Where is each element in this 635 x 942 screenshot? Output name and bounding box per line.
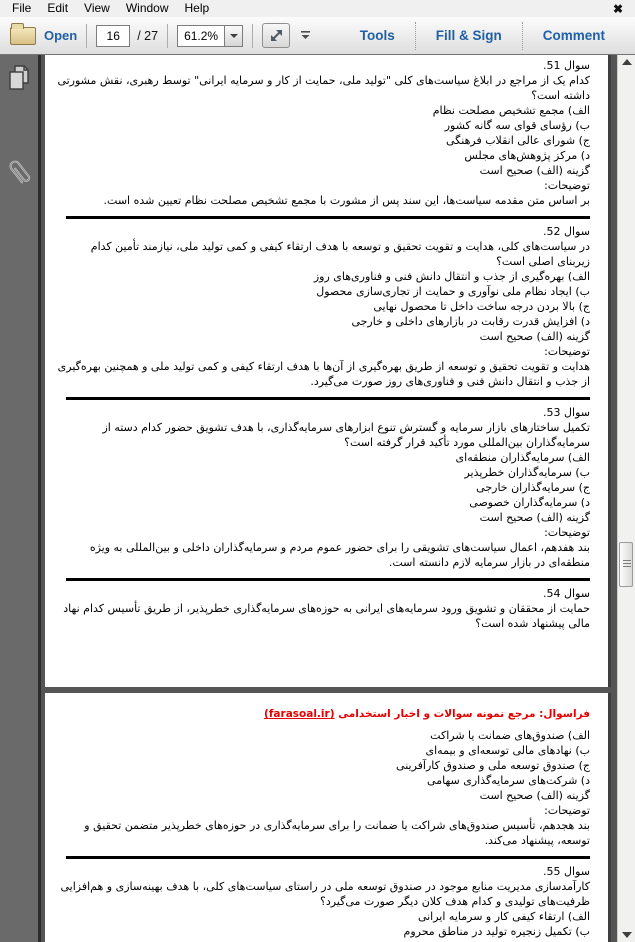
- menu-edit[interactable]: Edit: [47, 1, 69, 15]
- document-text-line: منطقه‌ای در بازار سرمایه لازم دانسته است.: [388, 556, 590, 569]
- main-area: [0, 55, 635, 942]
- watermark-label: فراسوال: مرجع نمونه سوالات و اخبار استخدامی: [334, 708, 590, 720]
- document-text-line: گزینه (الف) صحیح است: [479, 330, 590, 343]
- document-text-line: توسعه، پیشنهاد می‌کند.: [484, 834, 590, 847]
- resize-fit-button[interactable]: [262, 23, 290, 48]
- document-text-line: بر اساس متن مقدمه سیاست‌ها، این سند پس از مشورت با مجمع تشخیص مصلحت نظام تعیین شده است.: [103, 194, 590, 207]
- document-text-line: د) افزایش قدرت رقابت در بازارهای داخلی و خارجی: [351, 315, 590, 328]
- question-number: سوال 53.: [543, 406, 590, 419]
- document-text-line: گزینه (الف) صحیح است: [479, 789, 590, 802]
- document-canvas: [41, 55, 617, 942]
- document-text-line: ب) سرمایه‌گذاران خطرپذیر: [464, 466, 590, 479]
- document-text-line: تکمیل ساختارهای بازار سرمایه و گسترش تنوع ابزارهای سرمایه‌گذاری، با هدف تشویق حضور کدام دسته از: [102, 421, 590, 434]
- question-number: سوال 51.: [543, 59, 590, 72]
- pdf-page-17: [45, 693, 608, 942]
- document-text-line: کارآمدسازی مدیریت منابع موجود در صندوق توسعه ملی در راستای سیاست‌های کلی، با هدف بهینه‌سازی و هم‌افزایی: [60, 880, 590, 893]
- document-text-line: مالی پیشنهاد شده است؟: [475, 617, 590, 630]
- document-text-line: الف) صندوق‌های ضمانت یا شراکت: [430, 729, 590, 742]
- document-text-line: کدام یک از مراجع در ابلاغ سیاست‌های کلی "تولید ملی، حمایت از کار و سرمایه ایرانی" توسط رهبری، نقش مشورتی: [57, 74, 590, 87]
- scrollbar-thumb[interactable]: [619, 542, 633, 587]
- question-separator: [66, 578, 590, 581]
- open-folder-icon[interactable]: [10, 27, 36, 45]
- question-number: سوال 52.: [543, 225, 590, 238]
- question-number: سوال 55.: [543, 865, 590, 878]
- document-text-line: ج) شورای عالی انقلاب فرهنگی: [446, 134, 590, 147]
- menu-help[interactable]: Help: [184, 1, 210, 15]
- document-text-line: الف) ارتقاء کیفی کار و سرمایه ایرانی: [417, 910, 590, 923]
- zoom-level-input[interactable]: 61.2%: [177, 25, 225, 47]
- attachments-paperclip-icon[interactable]: [7, 153, 31, 196]
- vertical-scrollbar[interactable]: [617, 55, 635, 942]
- document-text-line: ظرفیت‌های تولیدی و کدام هدف کلان دیگر صورت می‌گیرد؟: [320, 895, 590, 908]
- document-text-line: بند هفدهم، اعمال سیاست‌های تشویقی را برای حضور عموم مردم و سرمایه‌گذاران داخلی و بین‌المللی به ویژه: [89, 541, 590, 554]
- document-text-line: توضیحات:: [544, 804, 590, 817]
- page-thumbnails-icon[interactable]: [7, 64, 31, 97]
- tools-button[interactable]: Tools: [359, 28, 395, 43]
- document-text-line: د) شرکت‌های سرمایه‌گذاری سهامی: [427, 774, 590, 787]
- question-number: سوال 54.: [543, 587, 590, 600]
- document-text-line: الف) بهره‌گیری از جذب و انتقال دانش فنی و فناوری‌های روز: [313, 270, 590, 283]
- document-text-line: توضیحات:: [544, 345, 590, 358]
- document-text-line: د) سرمایه‌گذاران خصوصی: [469, 496, 590, 509]
- fill-sign-button[interactable]: Fill & Sign: [435, 28, 502, 43]
- open-button[interactable]: Open: [44, 28, 78, 43]
- document-text-line: ج) سرمایه‌گذاران خارجی: [476, 481, 590, 494]
- document-text-line: سرمایه‌گذاران بین‌المللی مورد تأکید قرار گرفته است؟: [344, 436, 590, 449]
- zoom-control: [177, 25, 243, 47]
- comment-button[interactable]: Comment: [542, 28, 605, 43]
- menu-bar: [0, 0, 635, 17]
- document-text-line: توضیحات:: [544, 526, 590, 539]
- more-tools-chevron-icon: [300, 30, 311, 41]
- document-text-line: گزینه (الف) صحیح است: [479, 511, 590, 524]
- close-icon[interactable]: ✖: [612, 1, 623, 16]
- farasoal-link[interactable]: (farasoal.ir): [264, 708, 335, 720]
- document-text-line: در سیاست‌های کلی، هدایت و تقویت تحقیق و توسعه با هدف ارتقاء کیفی و کمی تولید ملی، نیازمند تأمین کدام: [90, 240, 590, 253]
- page-17-content: [45, 724, 608, 939]
- toolbar-right-group: [340, 17, 625, 54]
- question-separator: [66, 397, 590, 400]
- document-text-line: گزینه (الف) صحیح است: [479, 164, 590, 177]
- question-separator: [66, 216, 590, 219]
- document-text-line: ب) ایجاد نظام ملی نوآوری و حمایت از تجاری‌سازی محصول: [316, 285, 590, 298]
- document-text-line: زیربنای اصلی است؟: [496, 255, 590, 268]
- document-text-line: د) مرکز پژوهش‌های مجلس: [464, 149, 590, 162]
- document-text-line: ب) نهادهای مالی توسعه‌ای و بیمه‌ای: [425, 744, 590, 757]
- document-text-line: الف) مجمع تشخیص مصلحت نظام: [432, 104, 590, 117]
- toolbar-divider: [86, 24, 87, 48]
- document-text-line: ج) صندوق توسعه ملی و صندوق کارآفرینی: [396, 759, 590, 772]
- chevron-down-icon: [230, 34, 238, 38]
- document-text-line: هدایت و تقویت تحقیق و توسعه از طریق بهره‌گیری از آن‌ها با هدف ارتقاء کیفی و کمی تولید ملی و همچنین بهره‌گیری: [57, 360, 590, 373]
- document-text-line: داشته است؟: [531, 89, 590, 102]
- page-16-content: [45, 55, 608, 631]
- menu-view[interactable]: View: [84, 1, 110, 15]
- document-text-line: بند هجدهم، تأسیس صندوق‌های شراکت یا ضمانت را برای سرمایه‌گذاری در حوزه‌های خطرپذیر متضمن تحقیق و: [84, 819, 590, 832]
- toolbar: [0, 17, 635, 55]
- page-count-label: / 27: [137, 28, 159, 43]
- navigation-pane: [0, 55, 41, 942]
- diagonal-arrows-icon: [269, 28, 284, 43]
- document-text-line: حمایت از محققان و تشویق ورود سرمایه‌های ایرانی به حوزه‌های سرمایه‌گذاری خطرپذیر، از طریق تأسیس کدام نهاد: [63, 602, 590, 615]
- menu-window[interactable]: Window: [125, 1, 169, 15]
- document-text-line: ب) تکمیل زنجیره تولید در مناطق محروم: [403, 925, 590, 938]
- scroll-up-icon[interactable]: [622, 59, 632, 65]
- document-text-line: از جذب و انتقال دانش فنی و فناوری‌های روز صورت می‌گیرد.: [310, 375, 590, 388]
- zoom-dropdown-button[interactable]: [225, 25, 243, 47]
- document-watermark-header: [45, 693, 608, 724]
- document-text-line: ج) بالا بردن درجه ساخت داخل تا محصول نهایی: [373, 300, 590, 313]
- scrollbar-grip: [623, 560, 631, 561]
- document-text-line: توضیحات:: [544, 179, 590, 192]
- document-text-line: ب) رؤسای قوای سه گانه کشور: [444, 119, 590, 132]
- menu-file[interactable]: File: [12, 1, 32, 15]
- toolbar-divider: [252, 24, 253, 48]
- toolbar-more-button[interactable]: [296, 23, 314, 48]
- question-separator: [66, 856, 590, 859]
- document-text-line: الف) سرمایه‌گذاران منطقه‌ای: [455, 451, 590, 464]
- pdf-page-16: [45, 55, 608, 687]
- page-number-input[interactable]: [96, 25, 130, 47]
- scroll-down-icon[interactable]: [622, 932, 632, 938]
- toolbar-divider: [167, 24, 168, 48]
